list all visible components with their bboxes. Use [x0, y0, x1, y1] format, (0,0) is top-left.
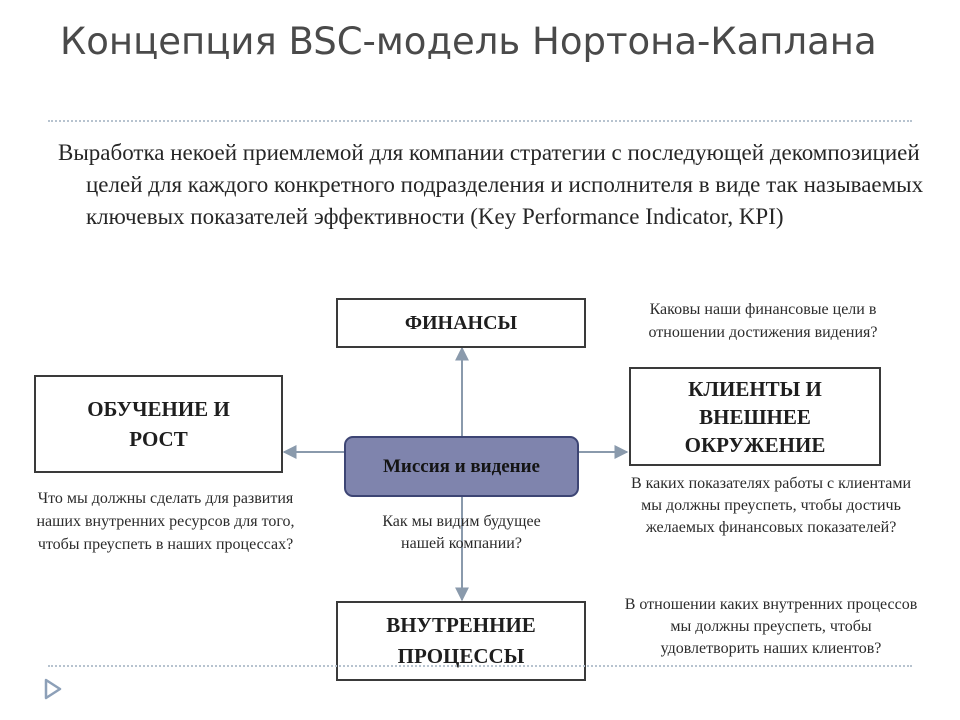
clients-box	[629, 367, 881, 466]
finance-question: Каковы наши финансовые цели в отношении достижения видения?	[648, 301, 878, 341]
clients-question: В каких показателях работы с клиентами мы должны преуспеть, чтобы достичь желаемых финансовых показателей?	[630, 475, 912, 536]
slide-body-text: Выработка некоей приемлемой для компании стратегии с последующей декомпозицией целей для каждого конкретного подразделения и исполнителя в виде так называемых ключевых показателей эффективности (Key Performance Indicator, KPI)	[58, 140, 924, 229]
slide-title: Концепция BSC-модель Нортона-Каплана	[60, 20, 877, 63]
mission-vision-label: Миссия и видение	[382, 455, 540, 477]
triangle-bullet-icon	[44, 678, 62, 700]
internal-processes-label: ВНУТРЕННИЕ ПРОЦЕССЫ	[386, 613, 536, 668]
finance-box	[336, 298, 586, 348]
learning-growth-question: Что мы должны сделать для развития наших внутренних ресурсов для того, чтобы преуспеть в наших процессах?	[36, 490, 295, 553]
learning-growth-label: ОБУЧЕНИЕ И РОСТ	[87, 397, 230, 451]
mission-question: Как мы видим будущее нашей компании?	[382, 513, 541, 552]
finance-label: ФИНАНСЫ	[404, 311, 518, 334]
footer-divider	[48, 665, 912, 667]
clients-label: КЛИЕНТЫ И ВНЕШНЕЕ ОКРУЖЕНИЕ	[684, 376, 826, 457]
mission-vision-box	[344, 436, 579, 497]
learning-growth-box	[34, 375, 283, 473]
internal-processes-question: В отношении каких внутренних процессов мы должны преуспеть, чтобы удовлетворить наших клиентов?	[624, 596, 918, 657]
internal-processes-box	[336, 601, 586, 681]
